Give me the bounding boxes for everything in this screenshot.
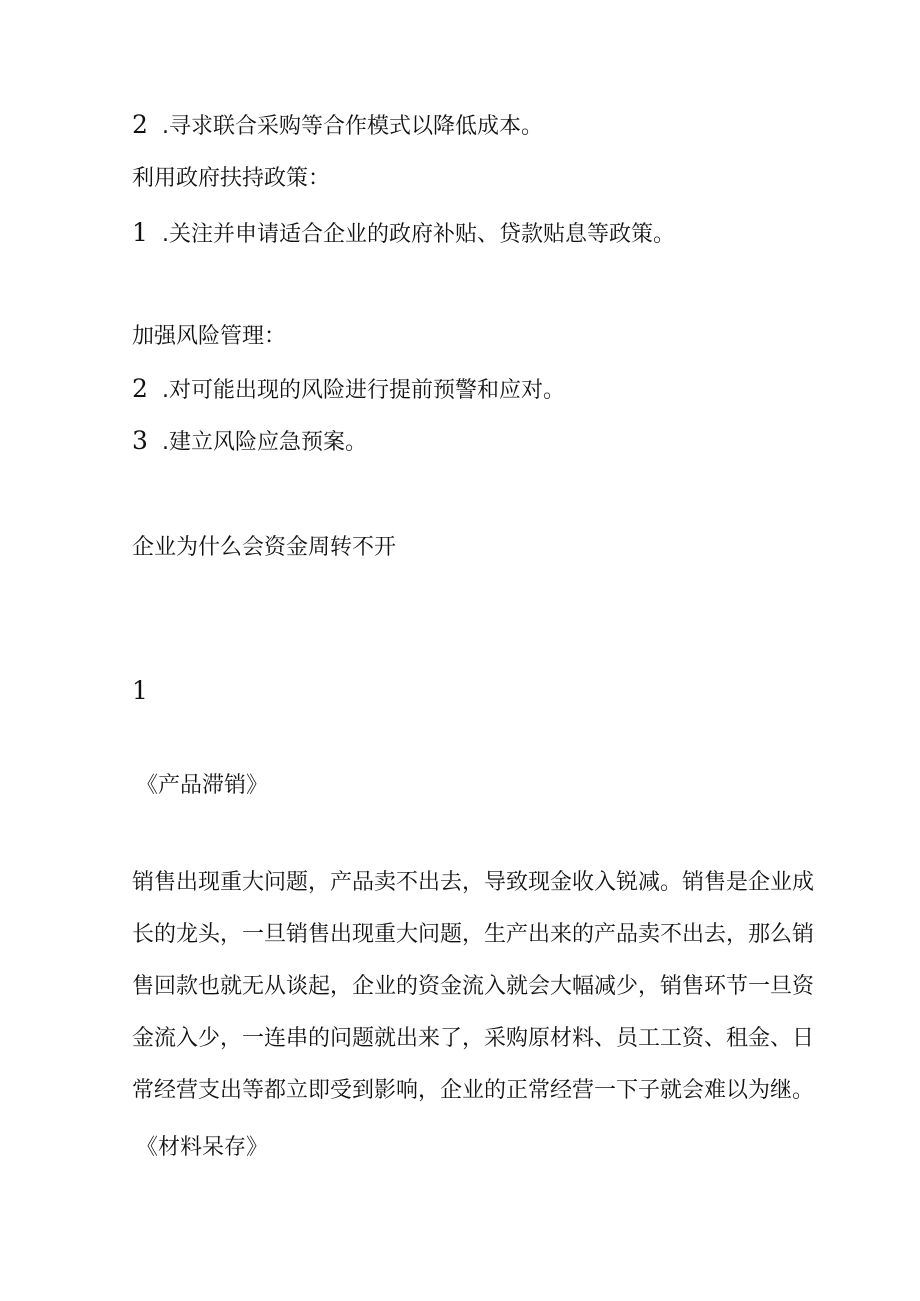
section-title: 《材料呆存》 xyxy=(136,1135,269,1160)
section-title: 《产品滞销》 xyxy=(136,773,269,798)
section-heading: 加强风险管理： xyxy=(132,324,287,349)
paragraph-line: 售回款也就无从谈起，企业的资金流入就会大幅减少，销售环节一旦资 xyxy=(132,974,815,999)
list-item xyxy=(132,426,367,458)
list-item xyxy=(132,374,565,406)
list-number: 3 xyxy=(132,426,148,455)
section-heading: 利用政府扶持政策： xyxy=(132,166,331,191)
list-number: 1 xyxy=(132,218,148,247)
paragraph-line: 销售出现重大问题，产品卖不出去，导致现金收入锐减。销售是企业成 xyxy=(132,870,815,895)
list-number: 2 xyxy=(132,374,148,403)
list-item xyxy=(132,110,543,142)
list-item xyxy=(132,218,675,250)
list-text: .对可能出现的风险进行提前预警和应对。 xyxy=(162,378,565,403)
paragraph-line: 长的龙头，一旦销售出现重大问题，生产出来的产品卖不出去，那么销 xyxy=(132,922,815,947)
list-text: .建立风险应急预案。 xyxy=(162,430,367,455)
list-text: .关注并申请适合企业的政府补贴、贷款贴息等政策。 xyxy=(162,222,675,247)
list-text: .寻求联合采购等合作模式以降低成本。 xyxy=(162,114,543,139)
document-title: 企业为什么会资金周转不开 xyxy=(132,535,397,560)
section-number: 1 xyxy=(132,676,148,705)
body-paragraph xyxy=(132,857,815,1117)
paragraph-line: 金流入少，一连串的问题就出来了，采购原材料、员工工资、租金、日 xyxy=(132,1026,815,1051)
paragraph-line: 常经营支出等都立即受到影响，企业的正常经营一下子就会难以为继。 xyxy=(132,1078,815,1103)
list-number: 2 xyxy=(132,110,148,139)
